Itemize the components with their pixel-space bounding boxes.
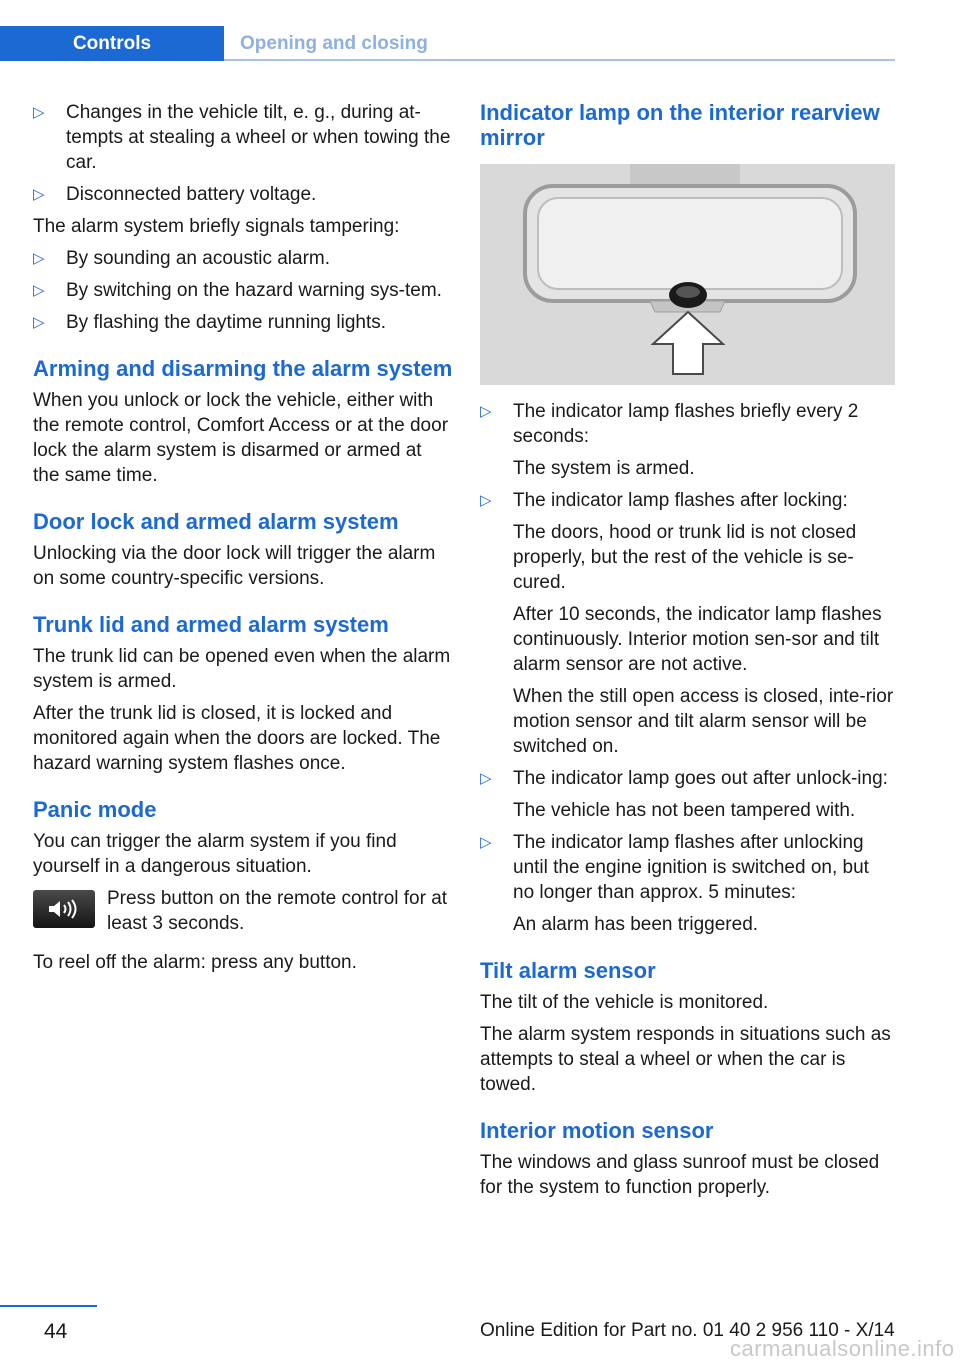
triangle-bullet-icon: ▷ [480,403,492,420]
tampering-list [33,100,453,207]
motion-heading: Interior motion sensor [480,1118,714,1143]
motion-text: The windows and glass sunroof must be closed for the system to function properly. [480,1152,880,1198]
list-item: ▷ The indicator lamp flashes briefly every 2 seconds: The system is armed. [480,401,859,479]
triangle-bullet-icon: ▷ [33,282,45,299]
arming-heading: Arming and disarming the alarm system [33,356,453,381]
tilt-text-1: The tilt of the vehicle is monitored. [480,992,769,1013]
list-item: ▷ Changes in the vehicle tilt, e. g., during at‐tempts at stealing a wheel or when towing the car. [33,102,451,173]
triangle-bullet-icon: ▷ [33,104,45,121]
trunk-heading: Trunk lid and armed alarm system [33,612,389,637]
watermark-text: carmanualsonline.info [730,1336,955,1361]
panic-button-text: Press button on the remote control for at least 3 seconds. [107,888,448,934]
doorlock-text: Unlocking via the door lock will trigger the alarm on some country-specific versions. [33,543,436,589]
indicator-list [480,399,895,937]
header-rule [224,59,895,61]
triangle-bullet-icon: ▷ [480,492,492,509]
panic-button-row [33,886,453,943]
triangle-bullet-icon: ▷ [480,834,492,851]
list-item: ▷ The indicator lamp flashes after locking: The doors, hood or trunk lid is not closed properly, but the rest of the vehicle is se‐cured. After 10 seconds, the indicator lamp flashes continuously. Interior motion sen‐sor and tilt alarm sensor are not active. When the still open access is closed, inte‐rior motion sensor and tilt alarm sensor will be switched on. [480,490,894,757]
header-section-tab: Controls [0,26,224,61]
indicator-heading: Indicator lamp on the interior rearview mirror [480,100,880,150]
trunk-text-1: The trunk lid can be opened even when the alarm system is armed. [33,646,451,692]
list-item: ▷ By flashing the daytime running lights. [33,312,387,333]
doorlock-heading: Door lock and armed alarm system [33,509,399,534]
edition-text: Online Edition for Part no. 01 40 2 956 110 - X/14 [480,1320,895,1341]
left-column [33,100,453,982]
header-subsection-tab: Opening and closing [240,33,428,54]
list-item: ▷ Disconnected battery voltage. [33,184,317,205]
page-header [0,26,895,61]
tilt-heading: Tilt alarm sensor [480,958,656,983]
trunk-text-2: After the trunk lid is closed, it is locked and monitored again when the doors are locked. The hazard warning system flashes once. [33,703,441,774]
triangle-bullet-icon: ▷ [480,770,492,787]
triangle-bullet-icon: ▷ [33,186,45,203]
panic-speaker-button-icon [33,890,95,928]
signals-intro: The alarm system briefly signals tampering: [33,216,400,237]
panic-off-text: To reel off the alarm: press any button. [33,952,357,973]
triangle-bullet-icon: ▷ [33,250,45,267]
right-column [480,100,895,1207]
triangle-bullet-icon: ▷ [33,314,45,331]
footer-rule [0,1305,97,1307]
page-number: 44 [44,1320,68,1343]
list-item: ▷ By switching on the hazard warning sys‐tem. [33,280,442,301]
rearview-mirror-image [480,164,895,385]
panic-heading: Panic mode [33,797,157,822]
arming-text: When you unlock or lock the vehicle, either with the remote control, Comfort Access or at the door lock the alarm system is disarmed or armed at the same time. [33,390,449,486]
list-item: ▷ By sounding an acoustic alarm. [33,248,331,269]
panic-text: You can trigger the alarm system if you find yourself in a dangerous situation. [33,831,397,877]
list-item: ▷ The indicator lamp flashes after unlocking until the engine ignition is switched on, but no longer than approx. 5 minutes: An alarm has been triggered. [480,832,869,935]
tilt-text-2: The alarm system responds in situations such as attempts to steal a wheel or when the car is towed. [480,1024,891,1095]
list-item: ▷ The indicator lamp goes out after unlock‐ing: The vehicle has not been tampered with. [480,768,888,821]
signals-list [33,246,453,335]
